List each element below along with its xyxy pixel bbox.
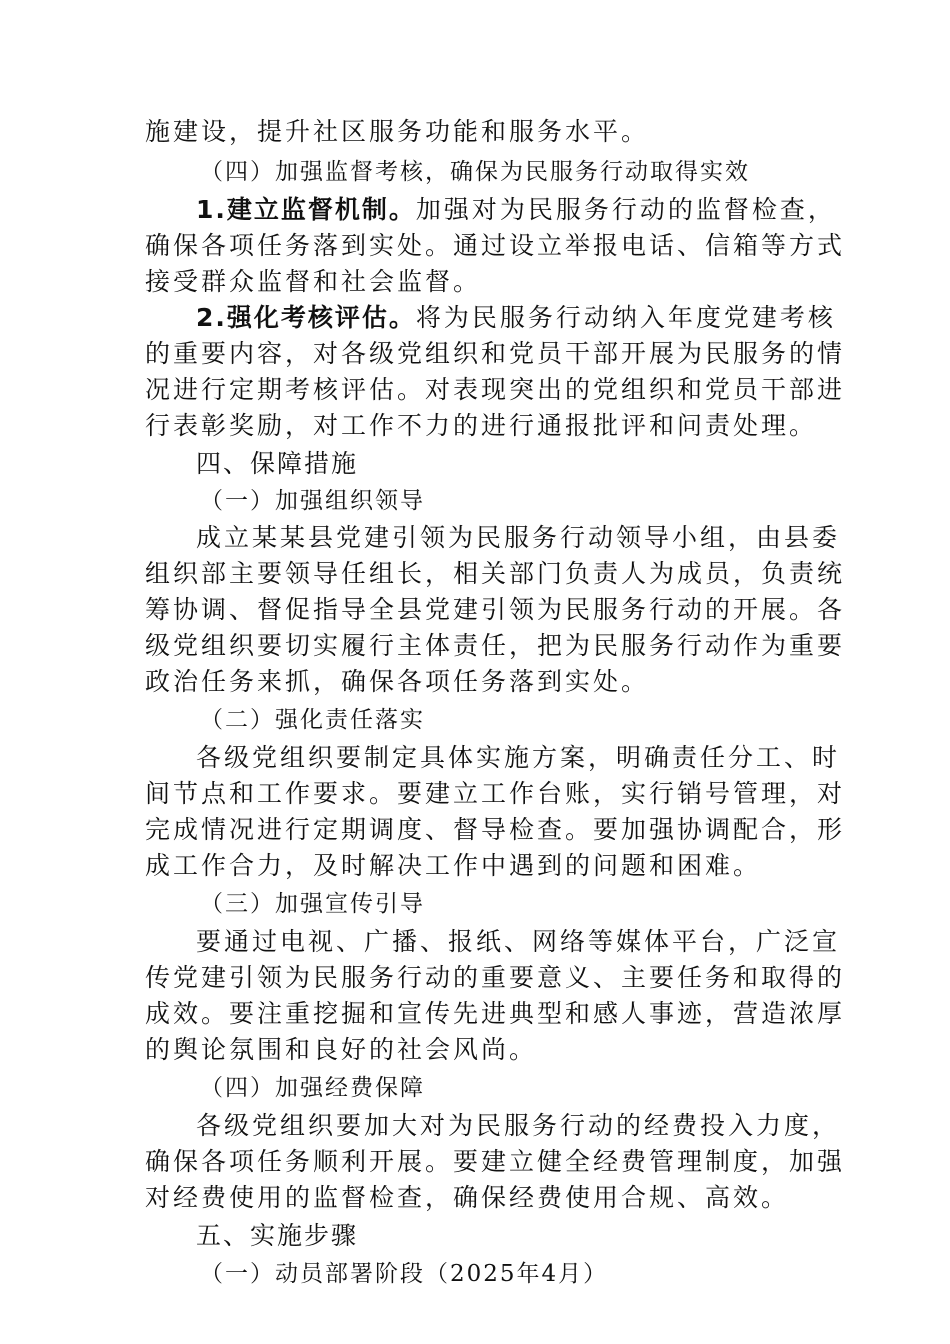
paragraph-line: 各级党组织要加大对为民服务行动的经费投入力度， <box>196 1111 841 1140</box>
section-heading: 四、保障措施 <box>196 449 359 478</box>
paragraph-line <box>196 300 856 336</box>
subsection-heading: （四）加强经费保障 <box>200 1075 425 1101</box>
paragraph-line: 要通过电视、广播、报纸、网络等媒体平台，广泛宣 <box>196 927 841 956</box>
paragraph-line: 政治任务来抓，确保各项任务落到实处。 <box>145 667 650 696</box>
item-lead: 2.强化考核评估。 <box>196 303 416 332</box>
paragraph-line: 确保各项任务顺利开展。要建立健全经费管理制度，加强 <box>145 1147 846 1176</box>
subsection-heading: （一）动员部署阶段（2025年4月） <box>200 1261 609 1287</box>
paragraph-line: 行表彰奖励，对工作不力的进行通报批评和问责处理。 <box>145 411 818 440</box>
paragraph-line: 各级党组织要制定具体实施方案，明确责任分工、时 <box>196 743 841 772</box>
section-heading: 五、实施步骤 <box>196 1221 359 1250</box>
paragraph-line: 成立某某县党建引领为民服务行动领导小组，由县委 <box>196 523 841 552</box>
item-text: 将为民服务行动纳入年度党建考核 <box>415 303 836 332</box>
subsection-heading: （三）加强宣传引导 <box>200 891 425 917</box>
paragraph-line <box>196 192 856 228</box>
paragraph-line: 成效。要注重挖掘和宣传先进典型和感人事迹，营造浓厚 <box>145 999 846 1028</box>
paragraph-line: 间节点和工作要求。要建立工作台账，实行销号管理，对 <box>145 779 846 808</box>
paragraph-line: 级党组织要切实履行主体责任，把为民服务行动作为重要 <box>145 631 846 660</box>
paragraph-line: 成工作合力，及时解决工作中遇到的问题和困难。 <box>145 851 762 880</box>
paragraph-line: 确保各项任务落到实处。通过设立举报电话、信箱等方式 <box>145 231 846 260</box>
subsection-heading: （一）加强组织领导 <box>200 488 425 514</box>
paragraph-line: 接受群众监督和社会监督。 <box>145 267 482 296</box>
paragraph-line: 传党建引领为民服务行动的重要意义、主要任务和取得的 <box>145 963 846 992</box>
item-lead: 1.建立监督机制。 <box>196 195 416 224</box>
paragraph-line: 组织部主要领导任组长，相关部门负责人为成员，负责统 <box>145 559 846 588</box>
paragraph-line: 施建设，提升社区服务功能和服务水平。 <box>145 117 650 146</box>
subsection-heading: （二）强化责任落实 <box>200 707 425 733</box>
paragraph-line: 况进行定期考核评估。对表现突出的党组织和党员干部进 <box>145 375 846 404</box>
paragraph-line: 筹协调、督促指导全县党建引领为民服务行动的开展。各 <box>145 595 846 624</box>
paragraph-line: 的重要内容，对各级党组织和党员干部开展为民服务的情 <box>145 339 846 368</box>
subsection-heading: （四）加强监督考核，确保为民服务行动取得实效 <box>200 159 750 185</box>
item-text: 加强对为民服务行动的监督检查， <box>415 195 836 224</box>
paragraph-line: 完成情况进行定期调度、督导检查。要加强协调配合，形 <box>145 815 846 844</box>
paragraph-line: 的舆论氛围和良好的社会风尚。 <box>145 1035 538 1064</box>
paragraph-line: 对经费使用的监督检查，确保经费使用合规、高效。 <box>145 1183 790 1212</box>
